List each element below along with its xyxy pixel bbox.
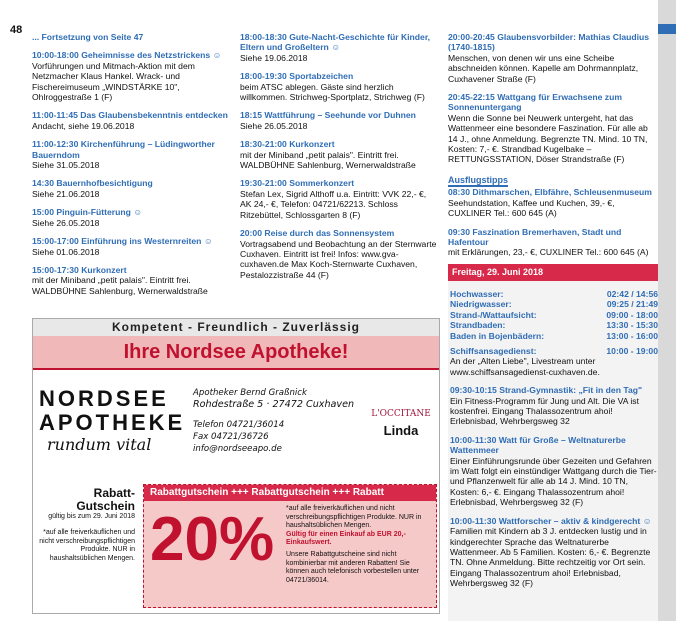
event-body: Vortragsabend und Beobachtung an der Sternwarte Cuxhaven. Eintritt ist frei! Infos: www.gva-cuxhaven.de Max Koch-Sternwarte Cuxhaven, Pestalozzistraße 44 (F) [240, 238, 437, 280]
tide-value: 13:30 - 15:30 [606, 320, 658, 331]
tide-row [450, 331, 658, 341]
ship-body: An der „Alten Liebe", Livestream unter www.schiffsansagedienst-cuxhaven.de. [450, 356, 600, 377]
coupon-percent: 20% [150, 505, 275, 574]
event-entry [240, 71, 438, 102]
brand-occitane: L'OCCITANE [371, 409, 431, 419]
excursion-title: 08:30 Dithmarschen, Elbfähre, Schleusenmuseum [448, 187, 652, 198]
tide-row [450, 299, 658, 309]
tide-value: 02:42 / 14:56 [606, 289, 658, 299]
tide-row [450, 320, 658, 330]
event-body: Siehe 21.06.2018 [32, 188, 100, 199]
coupon-valid: gültig bis zum 29. Juni 2018 [48, 513, 135, 520]
excursion-title: 09:30 Faszination Bremerhaven, Stadt und Hafentour [448, 226, 622, 247]
event-entry [240, 32, 438, 63]
event-body: Familien mit Kindern ab 3 J. entdecken lustig und in kindgerechter Sprache das Weltnaturerbe Wattenmeer. Ab 5 Familien. Kosten: 6,- €. Begrenzte TN. Ohne Anmeldung. Bitte rechtzeitig vor Ort sein. Eingang Thalassozentrum ahoi! Erlebnisbad, Wehrbergsweg 32 (F) [450, 526, 651, 589]
ad-banner: Ihre Nordsee Apotheke! [33, 336, 439, 370]
event-body: Stefan Lex, Sigrid Althoff u.a. Eintritt: VVK 22,- €, AK 24,- €, Telefon: 04721/62213. Schloss Ritzebüttel, Schlossgarten 8 (F) [240, 188, 427, 220]
tide-value: 13:00 - 16:00 [606, 330, 658, 341]
page-edge-bar [658, 0, 676, 621]
event-title: 11:00-11:45 Das Glaubensbekenntnis entdecken [32, 110, 228, 121]
event-title: 10:00-11:30 Watt für Große – Weltnaturerbe Wattenmeer [450, 434, 626, 456]
coupon-terms [286, 505, 432, 585]
event-entry [448, 32, 654, 84]
brand-linda: Linda [383, 423, 419, 438]
event-title: 14:30 Bauernhofbesichtigung [32, 178, 153, 189]
tide-label: Strand-/Wattaufsicht: [450, 309, 537, 320]
events-column-2 [240, 32, 438, 288]
coupon-note: *auf alle freiverkäuflichen und nicht verschreibungspflichtigen Produkte. NUR in haushaltsüblichen Mengen. [39, 529, 135, 562]
phone: Telefon 04721/36014 [193, 420, 285, 430]
pharmacy-address [193, 387, 354, 455]
coupon-strip: Rabattgutschein +++ Rabattgutschein +++ Rabatt [144, 485, 436, 501]
tide-label: Strandbaden: [450, 320, 506, 331]
event-title: 15:00 Pinguin-Fütterung ☺ [32, 207, 142, 218]
event-title: 18:00-18:30 Gute-Nacht-Geschichte für Kinder, Eltern und Großeltern ☺ [240, 32, 431, 53]
event-title: 15:00-17:00 Einführung ins Westernreiten ☺ [32, 236, 213, 247]
events-column-3 [448, 32, 654, 266]
section-marker [658, 24, 676, 34]
coupon-title: Rabatt-Gutschein [76, 486, 135, 513]
event-entry [240, 228, 438, 280]
event-title: 15:00-17:30 Kurkonzert [32, 264, 127, 275]
event-title: 19:30-21:00 Sommerkonzert [240, 178, 355, 189]
fax: Fax 04721/36726 [193, 432, 269, 442]
event-entry [32, 110, 230, 131]
event-title: 20:00-20:45 Glaubensvorbilder: Mathias Claudius (1740-1815) [448, 32, 650, 53]
event-entry [32, 265, 230, 296]
brand-logos [369, 385, 433, 438]
email: info@nordseeapo.de [193, 444, 282, 454]
event-entry [32, 139, 230, 170]
event-body: mit der Miniband „petit palais". Eintritt frei. WALDBÜHNE Sahlenburg, Wernerwaldstraße [32, 275, 208, 296]
tide-label: Hochwasser: [450, 289, 504, 299]
event-entry [450, 385, 658, 427]
event-body: beim ATSC ablegen. Gäste sind herzlich willkommen. Strichweg-Sportplatz, Strichweg (F) [240, 81, 425, 103]
excursion-body: Seehundstation, Kaffee und Kuchen, 39,- €, CUXLINER Tel.: 600 645 (A) [448, 197, 615, 219]
event-body: Siehe 19.06.2018 [240, 52, 308, 63]
ship-label: Schiffsansagedienst: [450, 346, 537, 356]
event-title: 10:00-18:00 Geheimnisse des Netzstrickens ☺ [32, 50, 222, 61]
event-body: Siehe 01.06.2018 [32, 246, 100, 257]
ad-tagline: Kompetent - Freundlich - Zuverlässig [33, 319, 439, 336]
tide-label: Niedrigwasser: [450, 299, 512, 310]
page-number: 48 [10, 24, 23, 36]
coupon-info [39, 487, 135, 563]
continuation-note: ... Fortsetzung von Seite 47 [32, 32, 144, 42]
coupon-terms-2: Unsere Rabattgutscheine sind nicht kombinierbar mit anderen Rabatten! Sie können auch telefonisch vorbestellen unter 04721/36014. [286, 550, 420, 584]
events-column-1 [32, 32, 230, 304]
event-entry [450, 435, 658, 508]
excursion-body: mit Erklärungen, 23,- €, CUXLINER Tel.: 600 645 (A) [448, 247, 649, 258]
event-entry [32, 50, 230, 102]
event-body: Siehe 31.05.2018 [32, 160, 100, 171]
tide-table [450, 289, 658, 341]
event-entry [240, 178, 438, 220]
event-title: 09:30-10:15 Strand-Gymnastik: „Fit in den Tag" [450, 385, 643, 396]
event-entry [448, 92, 654, 165]
event-entry [32, 236, 230, 257]
coupon-terms-bold: Gültig für einen Einkauf ab EUR 20,- Einkaufswert. [286, 530, 406, 547]
discount-coupon [143, 484, 437, 608]
tide-label: Baden in Bojenbädern: [450, 330, 545, 341]
event-body: Menschen, von denen wir uns eine Scheibe abschneiden können. Kapelle am Dohrmannplatz, Cuxhavener Straße (F) [448, 52, 639, 84]
coupon-terms-text: *auf alle freiverkäuflichen und nicht verschreibungspflichtigen Produkte. NUR in haushaltsüblichen Mengen. [286, 505, 422, 530]
friday-date-header: Freitag, 29. Juni 2018 [448, 264, 662, 281]
event-title: 20:00 Reise durch das Sonnensystem [240, 228, 395, 239]
event-body: mit der Miniband „petit palais". Eintritt frei. WALDBÜHNE Sahlenburg, Wernerwaldstraße [240, 149, 416, 171]
event-body: Siehe 26.05.2018 [32, 217, 100, 228]
excursion-heading: Ausflugstipps [448, 175, 508, 187]
ship-hours: 10:00 - 19:00 [606, 346, 658, 356]
logo-line-1: NORDSEE [39, 386, 169, 411]
event-entry [240, 139, 438, 170]
event-body: Vorführungen und Mitmach-Aktion mit dem Netzmacher Klaus Hankel. Wrack- und Fischereimuseum „WINDSTÄRKE 10", Ohlroggestraße 1 (F) [32, 60, 195, 103]
event-title: 18:30-21:00 Kurkonzert [240, 139, 335, 150]
event-body: Ein Fitness-Programm für Jung und Alt. Die VA ist kostenfrei. Eingang Thalassozentrum ahoi! Erlebnisbad, Wehrbergsweg 32 [450, 395, 639, 427]
event-body: Siehe 26.05.2018 [240, 120, 308, 131]
event-body: Wenn die Sonne bei Neuwerk untergeht, hat das Wattenmeer eine besondere Faszination. Für alle ab 14 J., ohne Anmeldung. Begrenzte TN. Mind. 10 TN, Kosten: 7,- €. Strandbad Kugelbake – RETTUNGSSTATION, Döser Strandstraße (F) [448, 112, 648, 165]
event-title: 20:45-22:15 Wattgang für Erwachsene zum Sonnenuntergang [448, 92, 622, 113]
tide-row [450, 310, 658, 320]
tide-value: 09:25 / 21:49 [606, 299, 658, 310]
event-body: Andacht, siehe 19.06.2018 [32, 120, 135, 131]
event-entry [450, 516, 658, 589]
street: Rohdestraße 5 · 27472 Cuxhaven [193, 399, 355, 410]
event-title: 11:00-12:30 Kirchenführung – Lüdingworther Bauerndom [32, 139, 215, 160]
slogan: rundum vital [47, 435, 152, 454]
excursion-entry [448, 187, 654, 218]
tide-row [450, 289, 658, 299]
pharmacy-advertisement [32, 318, 440, 614]
tide-value: 09:00 - 18:00 [606, 309, 658, 320]
excursion-entry [448, 227, 654, 258]
event-title: 10:00-11:30 Wattforscher – aktiv & kindgerecht ☺ [450, 515, 652, 526]
event-entry [32, 178, 230, 199]
event-body: Einer Einführungsrunde über Gezeiten und Gefahren im Watt folgt ein einstündiger Wattgang durch die Tier- und Pflanzenwelt für alle ab 14 J. Mind. 10 TN, Kosten: 6,- €. Eingang Thalassozentrum ahoi! Erlebnisbad, Wehrbergsweg 32 (F) [450, 455, 657, 508]
pharmacy-logo [39, 387, 185, 435]
event-title: 18:15 Wattführung – Seehunde vor Duhnen [240, 110, 416, 121]
owner: Apotheker Bernd Graßnick [193, 388, 307, 398]
logo-line-2: APOTHEKE [39, 410, 186, 435]
event-entry [240, 110, 438, 131]
event-entry [32, 207, 230, 228]
ship-announcement [450, 346, 658, 377]
event-title: 18:00-19:30 Sportabzeichen [240, 71, 354, 82]
friday-events [450, 346, 658, 597]
